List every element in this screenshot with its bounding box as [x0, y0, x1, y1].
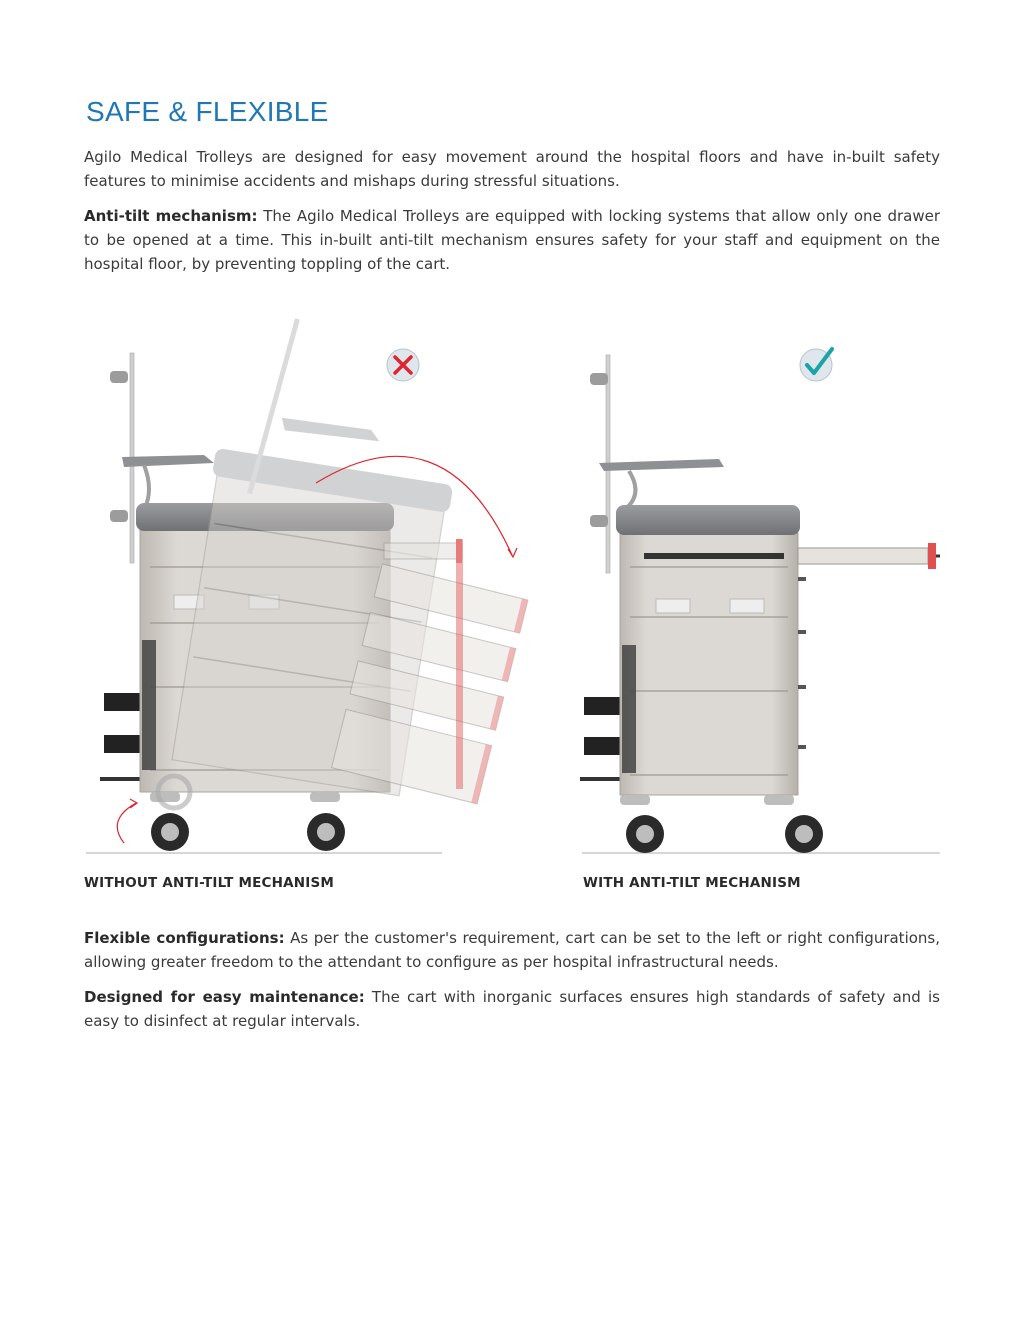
left-cart-illustration	[86, 310, 528, 853]
caption-with-anti-tilt: WITH ANTI-TILT MECHANISM	[583, 875, 801, 891]
flexible-label: Flexible configurations:	[84, 929, 285, 947]
page-title: SAFE & FLEXIBLE	[86, 96, 329, 127]
maintenance-paragraph	[84, 985, 940, 1033]
flexible-configurations-paragraph	[84, 926, 940, 974]
caption-without-anti-tilt: WITHOUT ANTI-TILT MECHANISM	[84, 875, 335, 891]
check-icon	[800, 349, 832, 381]
intro-paragraph: Agilo Medical Trolleys are designed for easy movement around the hospital floors and have in-built safety features to minimise accidents and mishaps during stressful situations.	[84, 148, 940, 190]
anti-tilt-label: Anti-tilt mechanism:	[84, 207, 258, 225]
maintenance-label: Designed for easy maintenance:	[84, 988, 365, 1006]
flexible-text: As per the customer's requirement, cart can be set to the left or right configurations, allowing greater freedom to the attendant to configure as per hospital infrastructural needs.	[84, 929, 941, 971]
anti-tilt-comparison-figure	[84, 305, 940, 865]
maintenance-text: The cart with inorganic surfaces ensures high standards of safety and is easy to disinfect at regular intervals.	[84, 988, 940, 1030]
cross-icon	[387, 349, 419, 381]
anti-tilt-paragraph	[84, 204, 940, 276]
anti-tilt-text: The Agilo Medical Trolleys are equipped with locking systems that allow only one drawer to be opened at a time. This in-built anti-tilt mechanism ensures safety for your staff and equipment on the hospital floor, by preventing toppling of the cart.	[84, 207, 941, 273]
right-cart-illustration	[580, 355, 940, 853]
